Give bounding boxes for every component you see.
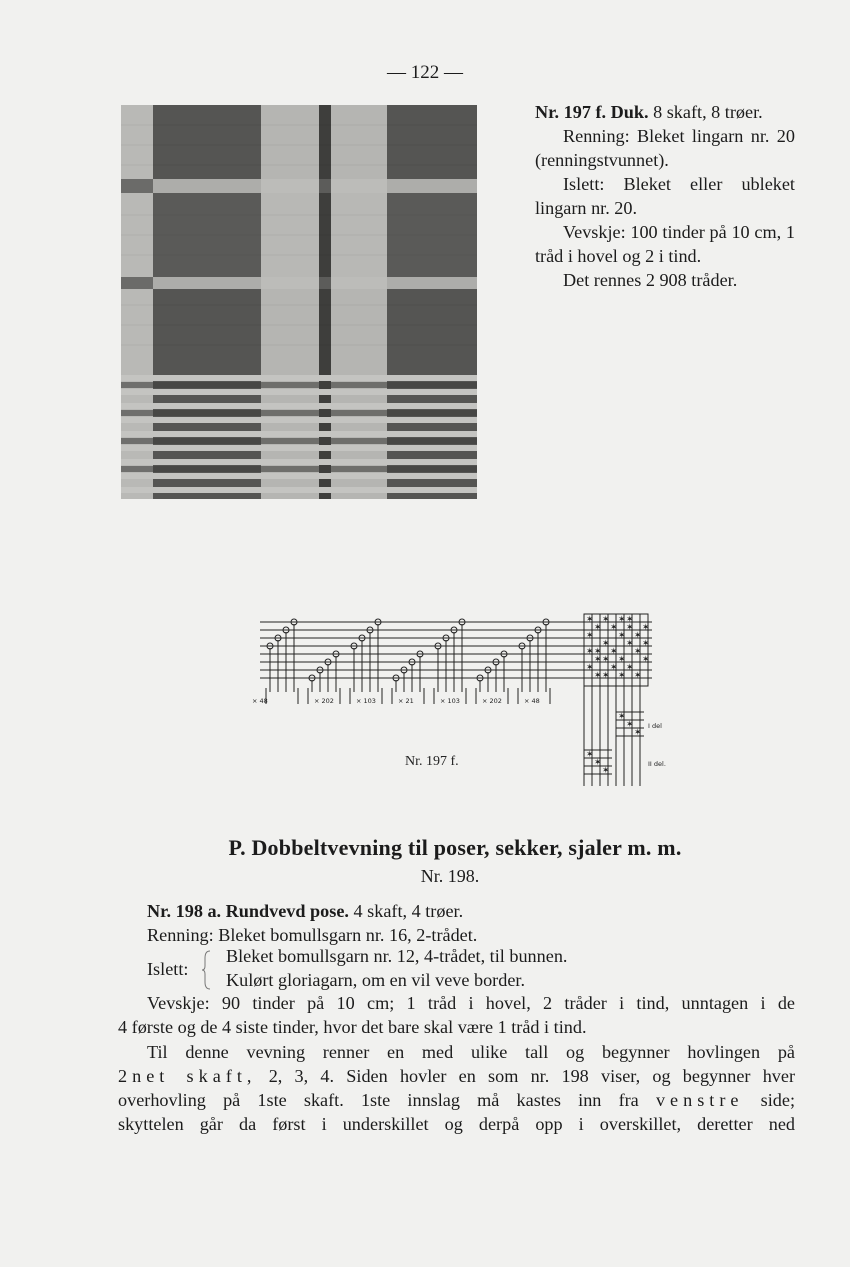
entry-number: Nr. 197 f. [535, 102, 607, 122]
threading-draft-diagram [250, 608, 670, 793]
svg-text:✶: ✶ [642, 639, 650, 649]
brace-icon [202, 950, 212, 990]
vevskje-198a [118, 991, 795, 1039]
entry-198a-title [118, 899, 795, 923]
svg-text:✶: ✶ [594, 647, 602, 657]
svg-text:✶: ✶ [586, 631, 594, 641]
svg-text:✶: ✶ [602, 639, 610, 649]
vevskje-text: Vevskje: 100 tinder på 10 cm, 1 tråd i hovel og 2 i tind. [535, 222, 795, 266]
svg-text:✶: ✶ [626, 720, 634, 730]
svg-text:✶: ✶ [642, 655, 650, 665]
entry-name: Duk. [610, 102, 649, 122]
count-label: × 202 [482, 697, 502, 705]
text-span: overhovling på 1ste skaft. 1ste innslag må kastes inn fra [118, 1090, 639, 1110]
svg-text:✶: ✶ [602, 655, 610, 665]
renning-text: Renning: Bleket bomullsgarn nr. 16, 2-trådet. [147, 925, 478, 945]
svg-text:✶: ✶ [634, 728, 642, 738]
svg-text:✶: ✶ [610, 623, 618, 633]
svg-text:✶: ✶ [594, 758, 602, 768]
text-span: side; [760, 1090, 796, 1110]
svg-text:✶: ✶ [626, 615, 634, 625]
islett-text: Islett: Bleket eller ubleket lingarn nr. 20. [535, 174, 795, 218]
svg-text:✶: ✶ [618, 631, 626, 641]
svg-text:✶: ✶ [586, 663, 594, 673]
paragraph-line: Til denne vevning renner en med ulike tall og begynner hovlingen på [147, 1042, 795, 1062]
svg-text:✶: ✶ [610, 647, 618, 657]
paragraph-198a [118, 1040, 795, 1136]
fabric-photo [121, 105, 477, 499]
entry-name: Rundvevd pose. [225, 901, 349, 921]
paragraph-line: skyttelen går da først i underskillet og derpå opp i overskillet, deretter ned [118, 1114, 795, 1134]
svg-text:✶: ✶ [594, 623, 602, 633]
svg-text:✶: ✶ [626, 623, 634, 633]
svg-text:✶: ✶ [618, 655, 626, 665]
count-label: × 103 [440, 697, 460, 705]
svg-text:✶: ✶ [594, 671, 602, 681]
paragraph-line [118, 1088, 795, 1112]
vevskje-line: 4 første og de 4 siste tinder, hvor det bare skal være 1 tråd i tind. [118, 1017, 587, 1037]
count-label: × 103 [356, 697, 376, 705]
section-subtitle: Nr. 198. [420, 866, 480, 886]
thread-count-text: Det rennes 2 908 tråder. [563, 270, 738, 290]
entry-197f-title [535, 100, 795, 124]
section-title: P. Dobbeltvevning til poser, sekker, sjaler m. m. [228, 835, 682, 860]
svg-text:✶: ✶ [642, 623, 650, 633]
islett-block [147, 946, 787, 994]
count-label: × 21 [398, 697, 414, 705]
entry-197f [535, 100, 795, 292]
svg-text:✶: ✶ [626, 639, 634, 649]
svg-text:✶: ✶ [586, 647, 594, 657]
part-label-i: I del [648, 722, 662, 730]
islett-label: Islett: [147, 959, 189, 979]
svg-text:✶: ✶ [602, 671, 610, 681]
diagram-caption: Nr. 197 f. [405, 754, 459, 769]
spaced-text: venstre [655, 1090, 744, 1110]
svg-text:✶: ✶ [634, 647, 642, 657]
paragraph-line [118, 1064, 795, 1088]
svg-text:✶: ✶ [610, 663, 618, 673]
spaced-text: 2net skaft, [118, 1066, 257, 1086]
svg-text:✶: ✶ [602, 615, 610, 625]
svg-text:✶: ✶ [634, 631, 642, 641]
text-span: 2, 3, 4. Siden hovler en som nr. 198 viser, og begynner hver [268, 1066, 796, 1086]
part-label-ii: II del. [648, 760, 666, 768]
count-label: × 202 [314, 697, 334, 705]
count-label: × 48 [252, 697, 268, 705]
svg-text:✶: ✶ [626, 663, 634, 673]
renning-text: Renning: Bleket lingarn nr. 20 (renningstvunnet). [535, 126, 795, 170]
page-number: — 122 — [387, 62, 463, 83]
entry-shafts: 4 skaft, 4 trøer. [353, 901, 464, 921]
svg-text:✶: ✶ [586, 750, 594, 760]
svg-text:✶: ✶ [618, 615, 626, 625]
entry-shafts: 8 skaft, 8 trøer. [653, 102, 763, 122]
islett-line: Bleket bomullsgarn nr. 12, 4-trådet, til bunnen. [226, 946, 568, 966]
svg-text:✶: ✶ [618, 671, 626, 681]
count-label: × 48 [524, 697, 540, 705]
svg-text:✶: ✶ [618, 712, 626, 722]
svg-text:✶: ✶ [602, 766, 610, 776]
svg-text:✶: ✶ [586, 615, 594, 625]
islett-line: Kulørt gloriagarn, om en vil veve border. [226, 970, 526, 990]
renning-198a [118, 923, 795, 947]
svg-text:✶: ✶ [594, 655, 602, 665]
vevskje-line: Vevskje: 90 tinder på 10 cm; 1 tråd i hovel, 2 tråder i tind, unntagen i de [147, 993, 795, 1013]
entry-number: Nr. 198 a. [147, 901, 222, 921]
svg-text:✶: ✶ [634, 671, 642, 681]
